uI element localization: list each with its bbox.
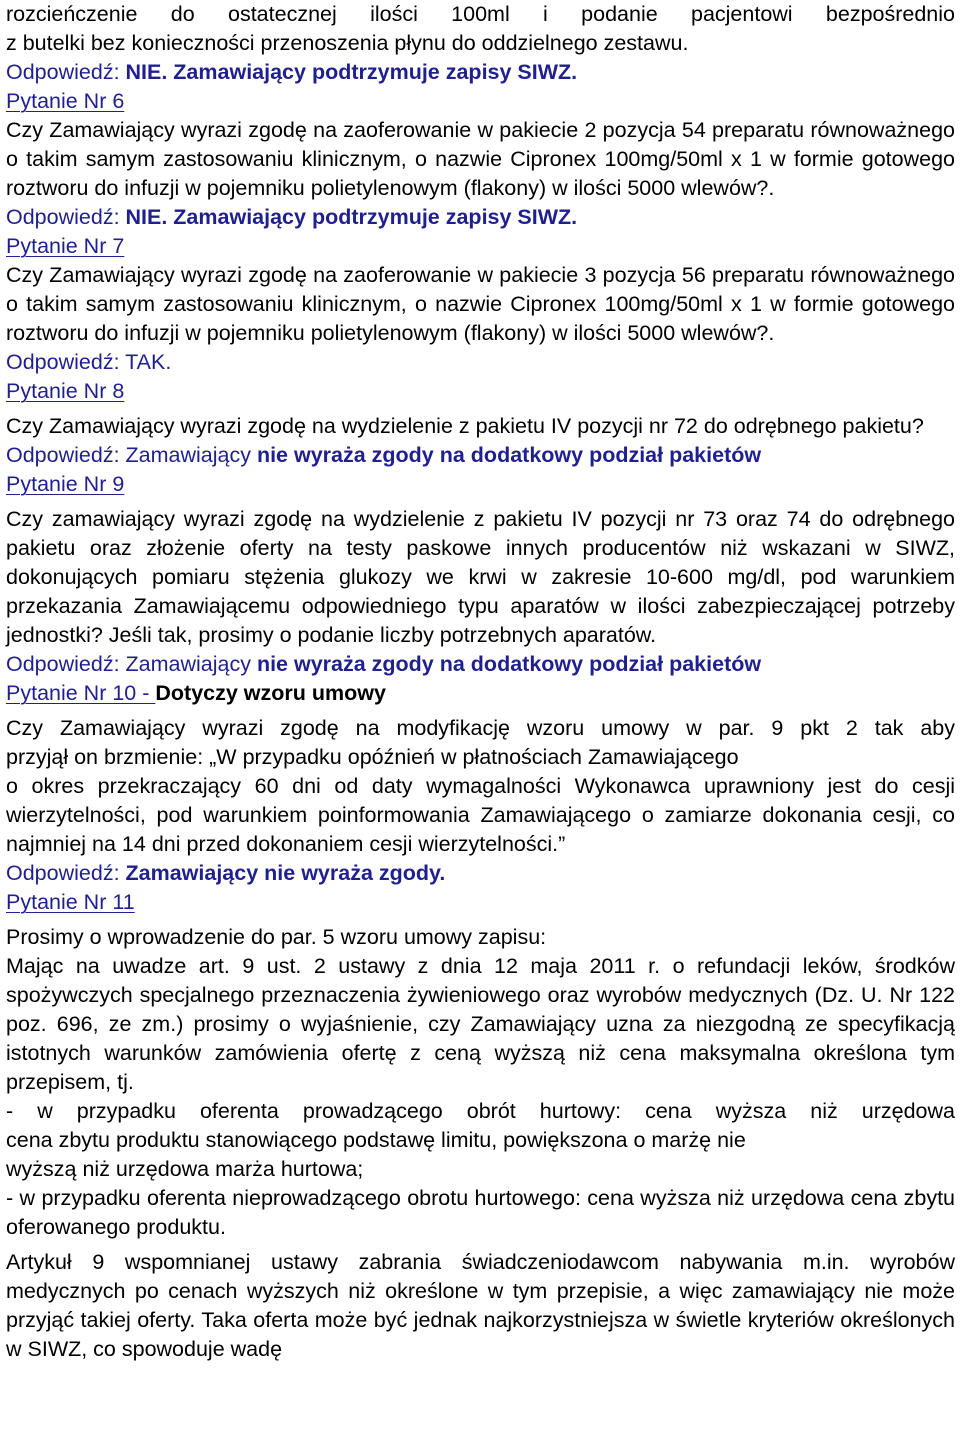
question-title: Pytanie Nr 7 xyxy=(6,234,125,258)
answer-6 xyxy=(6,203,955,232)
question-10-line: Czy Zamawiający wyrazi zgodę na modyfikację wzoru umowy w par. 9 pkt 2 tak aby xyxy=(6,716,955,740)
answer-label: Odpowiedź: Zamawiający xyxy=(6,443,257,467)
text: z butelki bez konieczności przenoszenia płynu do oddzielnego zestawu. xyxy=(6,31,689,55)
question-8-heading xyxy=(6,377,955,406)
question-title: Pytanie Nr 10 - xyxy=(6,681,156,705)
answer-label: Odpowiedź: xyxy=(6,861,126,885)
answer-label: Odpowiedź: Zamawiający xyxy=(6,652,257,676)
question-8-text: Czy Zamawiający wyrazi zgodę na wydzielenie z pakietu IV pozycji nr 72 do odrębnego pakietu? xyxy=(6,414,924,438)
question-11-heading xyxy=(6,888,955,917)
answer-10 xyxy=(6,859,955,888)
question-11-line: - w przypadku oferenta prowadzącego obrót hurtowy: cena wyższa niż urzędowa xyxy=(6,1099,955,1123)
paragraph-line xyxy=(6,29,955,58)
answer-9 xyxy=(6,650,955,679)
answer-text: NIE. Zamawiający podtrzymuje zapisy SIWZ. xyxy=(125,205,578,229)
answer-text: nie wyraża zgody na dodatkowy podział pakietów xyxy=(256,443,762,467)
answer-text: nie wyraża zgody na dodatkowy podział pakietów xyxy=(256,652,762,676)
text: rozcieńczenie do ostatecznej ilości 100ml i podanie pacjentowi bezpośrednio xyxy=(6,2,955,26)
document-page xyxy=(6,0,955,1364)
answer-5 xyxy=(6,58,955,87)
answer-text: Zamawiający nie wyraża zgody. xyxy=(125,861,446,885)
question-title: Pytanie Nr 9 xyxy=(6,472,125,496)
question-10-text: o okres przekraczający 60 dni od daty wymagalności Wykonawca uprawniony jest do cesji wierzytelności, pod warunkiem poinformowania Zamawiającego o zamiarze dokonania cesji, co najmniej na 14 dni przed dokonaniem cesji wierzytelności.” xyxy=(6,774,955,856)
question-10-line: przyjął on brzmienie: „W przypadku opóźnień w płatnościach Zamawiającego xyxy=(6,745,739,769)
question-11-line: cena zbytu produktu stanowiącego podstawę limitu, powiększona o marżę nie xyxy=(6,1128,746,1152)
question-6-text: Czy Zamawiający wyrazi zgodę na zaoferowanie w pakiecie 2 pozycja 54 preparatu równoważnego o takim samym zastosowaniu klinicznym, o nazwie Cipronex 100mg/50ml x 1 w formie gotowego roztworu do infuzji w pojemniku polietylenowym (flakony) w ilości 5000 wlewów?. xyxy=(6,118,955,200)
question-title: Pytanie Nr 8 xyxy=(6,379,125,403)
answer-text: NIE. Zamawiający podtrzymuje zapisy SIWZ. xyxy=(125,60,578,84)
answer-7 xyxy=(6,348,955,377)
question-title: Pytanie Nr 11 xyxy=(6,890,135,914)
question-9-text: Czy zamawiający wyrazi zgodę na wydzielenie z pakietu IV pozycji nr 73 oraz 74 do odrębnego pakietu oraz złożenie oferty na testy paskowe innych producentów niż wskazani w SIWZ, dokonujących pomiaru stężenia glukozy we krwi w zakresie 10-600 mg/dl, pod warunkiem przekazania Zamawiającemu odpowiedniego typu aparatów w ilości zabezpieczającej potrzeby jednostki? Jeśli tak, prosimy o podanie liczby potrzebnych aparatów. xyxy=(6,507,955,647)
question-11-paragraph: - w przypadku oferenta nieprowadzącego obrotu hurtowego: cena wyższa niż urzędowa cena zbytu oferowanego produktu. xyxy=(6,1186,955,1239)
question-11-paragraph: Mając na uwadze art. 9 ust. 2 ustawy z dnia 12 maja 2011 r. o refundacji leków, środków spożywczych specjalnego przeznaczenia żywieniowego oraz wyrobów medycznych (Dz. U. Nr 122 poz. 696, ze zm.) prosimy o wyjaśnienie, czy Zamawiający uzna za niezgodną ze specyfikacją istotnych warunków zamówienia ofertę z ceną wyższą niż cena maksymalna określona tym przepisem, tj. xyxy=(6,954,955,1094)
paragraph-line xyxy=(6,0,955,29)
question-11-line: wyższą niż urzędowa marża hurtowa; xyxy=(6,1157,364,1181)
answer-label: Odpowiedź: xyxy=(6,60,126,84)
question-6-heading xyxy=(6,87,955,116)
question-11-paragraph: Artykuł 9 wspomnianej ustawy zabrania świadczeniodawcom nabywania m.in. wyrobów medycznych po cenach wyższych niż określone w tym przepisie, a więc zamawiający nie może przyjąć takiej oferty. Taka oferta może być jednak najkorzystniejsza w świetle kryteriów określonych w SIWZ, co spowoduje wadę xyxy=(6,1250,955,1361)
question-7-text: Czy Zamawiający wyrazi zgodę na zaoferowanie w pakiecie 3 pozycja 56 preparatu równoważnego o takim samym zastosowaniu klinicznym, o nazwie Cipronex 100mg/50ml x 1 w formie gotowego roztworu do infuzji w pojemniku polietylenowym (flakony) w ilości 5000 wlewów?. xyxy=(6,263,955,345)
question-subject: Dotyczy wzoru umowy xyxy=(155,681,386,705)
question-9-heading xyxy=(6,470,955,499)
question-11-line: Prosimy o wprowadzenie do par. 5 wzoru umowy zapisu: xyxy=(6,925,547,949)
question-title: Pytanie Nr 6 xyxy=(6,89,125,113)
question-7-heading xyxy=(6,232,955,261)
answer-8 xyxy=(6,441,955,470)
question-10-heading xyxy=(6,679,955,708)
answer-text: Odpowiedź: TAK. xyxy=(6,350,172,374)
answer-label: Odpowiedź: xyxy=(6,205,126,229)
